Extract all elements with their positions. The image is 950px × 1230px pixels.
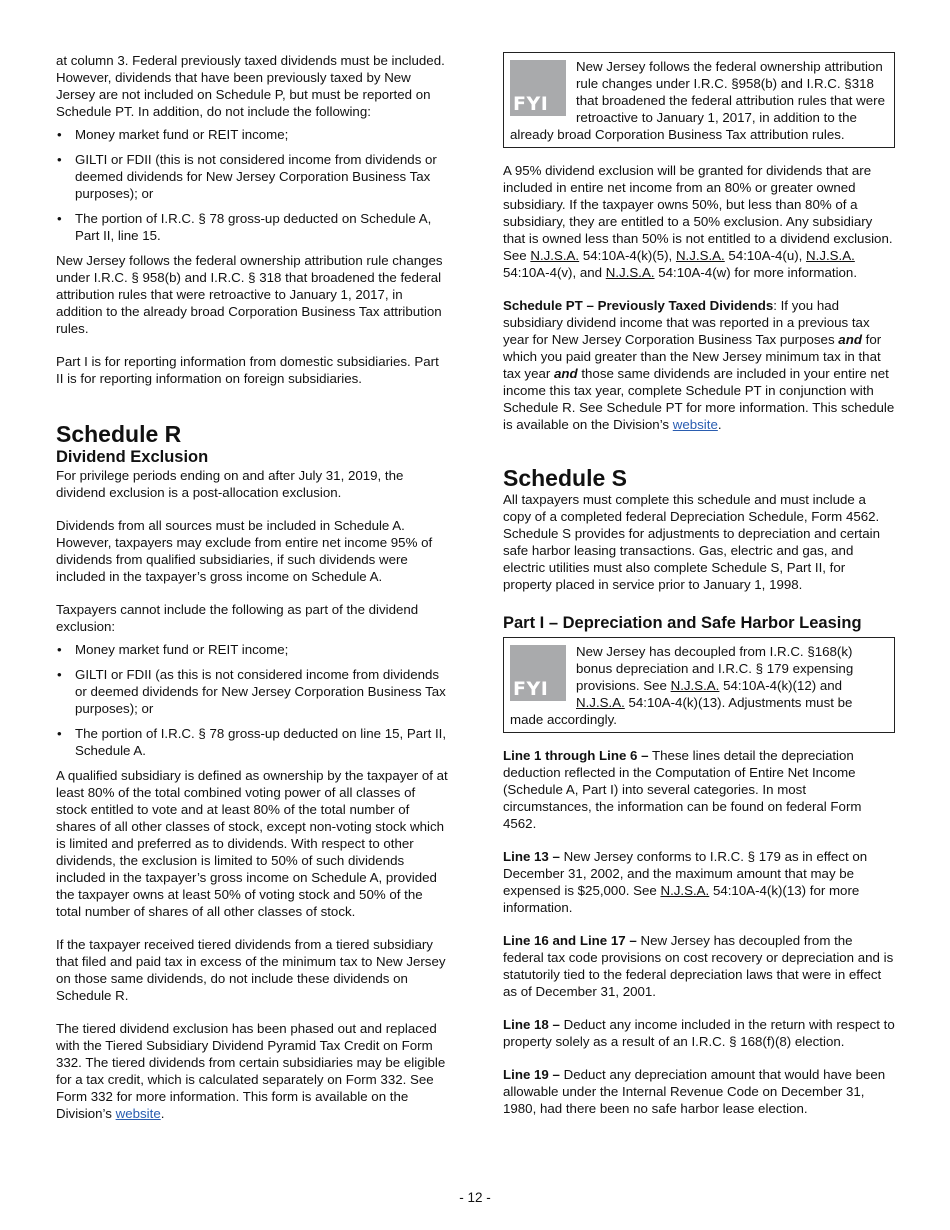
cannot-include-paragraph: Taxpayers cannot include the following as part of the dividend exclusion:: [56, 602, 419, 634]
attribution-paragraph: New Jersey follows the federal ownership attribution rule changes under I.R.C. § 958(b) and I.R.C. § 318 that broadened the federal attribution rules that were retroactive to January 1, 2017, in addition to the already broad Corporation Business Tax attribution rules.: [56, 253, 443, 336]
left-column: [56, 52, 449, 1138]
list-item: • The portion of I.R.C. § 78 gross-up deducted on Schedule A, Part II, line 15.: [56, 210, 449, 244]
list-item: • GILTI or FDII (this is not considered income from dividends or deemed dividends for New Jersey Corporation Business Tax purposes); or: [56, 151, 449, 202]
schedule-s-heading: Schedule S: [503, 465, 627, 491]
line-16-17-paragraph: Line 16 and Line 17 – New Jersey has decoupled from the federal tax code provisions on cost recovery or depreciation and is statutorily tied to the federal depreciation laws that were in effect as of December 31, 2001.: [503, 933, 894, 999]
tiered-dividends-paragraph: If the taxpayer received tiered dividends from a tiered subsidiary that filed and paid tax in excess of the minimum tax to New Jersey on those same dividends, do not include these dividends on Schedule R.: [56, 937, 446, 1003]
fyi-icon: FYI: [510, 60, 566, 116]
phased-out-paragraph: The tiered dividend exclusion has been phased out and replaced with the Tiered Subsidiary Dividend Pyramid Tax Credit on Form 332. The tiered dividends from certain subsidiaries may be eligible for a tax credit, which is calculated separately on Form 332. See Form 332 for more information. This form is available on the Division’s website.: [56, 1021, 446, 1121]
fyi-text: New Jersey follows the federal ownership attribution rule changes under I.R.C. §958(b) and I.R.C. §318 that broadened the federal attribution rules that were retroactive to January 1, 2017, in addition to the already broad Corporation Business Tax attribution rules.: [510, 59, 885, 142]
qualified-subsidiary-paragraph: A qualified subsidiary is defined as ownership by the taxpayer of at least 80% of the total combined voting power of all classes of stock entitled to vote and at least 80% of the total number of shares of all other classes of stock, except non-voting stock which is limited and preferred as to dividends. With respect to other dividends, the exclusion is limited to 50% of such dividends included in the taxpayer’s gross income on Schedule A, provided the taxpayer owns at least 50% of voting stock and 50% of the total number of shares of all other classes of stock.: [56, 768, 448, 919]
privilege-paragraph: For privilege periods ending on and after July 31, 2019, the dividend exclusion is a post-allocation exclusion.: [56, 468, 404, 500]
right-column: [503, 52, 895, 1133]
schedule-s-paragraph: All taxpayers must complete this schedule and must include a copy of a completed federal Depreciation Schedule, Form 4562. Schedule S provides for adjustments to depreciation and certain safe harbor leasing transactions. Gas, electric and gas, and electric utilities must also complete Schedule S, Part II, for property placed in service prior to January 1, 1998.: [503, 492, 880, 592]
parts-paragraph: Part I is for reporting information from domestic subsidiaries. Part II is for reporting information on foreign subsidiaries.: [56, 354, 439, 386]
dividend-exclusion-heading: Dividend Exclusion: [56, 448, 209, 466]
fyi-box-attribution: [503, 52, 895, 148]
list-item: • GILTI or FDII (as this is not considered income from dividends or deemed dividends for New Jersey Corporation Business Tax purposes); or: [56, 666, 449, 717]
schedule-r-heading: Schedule R: [56, 421, 182, 447]
part-i-heading: Part I – Depreciation and Safe Harbor Leasing: [503, 614, 862, 632]
dividend-exclusion-paragraph: A 95% dividend exclusion will be granted for dividends that are included in entire net income from an 80% or greater owned subsidiary. If the taxpayer owns 50%, but less than 80% of a subsidiary, they are entitled to a 50% exclusion. Any subsidiary that is owned less than 50% is not entitled to a dividend exclusion. See N.J.S.A. 54:10A-4(k)(5), N.J.S.A. 54:10A-4(u), N.J.S.A. 54:10A-4(v), and N.J.S.A. 54:10A-4(w) for more information.: [503, 163, 893, 280]
cannot-include-bullet-list: [56, 641, 449, 759]
line-18-paragraph: Line 18 – Deduct any income included in the return with respect to property solely as a result of an I.R.C. § 168(f)(8) election.: [503, 1017, 895, 1049]
fyi-box-decoupled: [503, 637, 895, 733]
line-19-paragraph: Line 19 – Deduct any depreciation amount that would have been allowable under the Internal Revenue Code on December 31, 1980, had there been no safe harbor lease election.: [503, 1067, 886, 1116]
intro-paragraph: at column 3. Federal previously taxed dividends must be included. However, dividends that have been previously taxed by New Jersey are not included on Schedule P, but must be reported on Schedule PT. In addition, do not include the following:: [56, 53, 445, 119]
page-number: - 12 -: [459, 1190, 491, 1205]
line-13-paragraph: Line 13 – New Jersey conforms to I.R.C. § 179 as in effect on December 31, 2002, and the maximum amount that may be expensed is $25,000. See N.J.S.A. 54:10A-4(k)(13) for more information.: [503, 849, 868, 915]
list-item: • Money market fund or REIT income;: [56, 641, 449, 658]
list-item: • The portion of I.R.C. § 78 gross-up deducted on line 15, Part II, Schedule A.: [56, 725, 449, 759]
list-item: • Money market fund or REIT income;: [56, 126, 449, 143]
division-website-link[interactable]: website: [115, 1106, 161, 1121]
dividends-all-paragraph: Dividends from all sources must be included in Schedule A. However, taxpayers may exclude from entire net income 95% of dividends from qualified subsidiaries, if such dividends were included in the taxpayer’s gross income on Schedule A.: [56, 518, 433, 584]
division-website-link[interactable]: website: [672, 417, 718, 432]
exclusion-bullet-list: [56, 126, 449, 244]
fyi-text: New Jersey has decoupled from I.R.C. §168(k) bonus depreciation and I.R.C. § 179 expensing provisions. See N.J.S.A. 54:10A-4(k)(12) and N.J.S.A. 54:10A-4(k)(13). Adjustments must be made accordingly.: [510, 644, 854, 727]
line-1-6-paragraph: Line 1 through Line 6 – These lines detail the depreciation deduction reflected in the Computation of Entire Net Income (Schedule A, Part I) into several categories. In most circumstances, the information can be found on federal Form 4562.: [503, 748, 862, 831]
schedule-pt-paragraph: Schedule PT – Previously Taxed Dividends: If you had subsidiary dividend income that was reported in a previous tax year for New Jersey Corporation Business Tax purposes and for which you paid greater than the New Jersey minimum tax in that tax year and those same dividends are included in your entire net income this tax year, complete Schedule PT in conjunction with Schedule R. See Schedule PT for more information. This schedule is available on the Division’s website.: [503, 298, 895, 432]
fyi-icon: FYI: [510, 645, 566, 701]
